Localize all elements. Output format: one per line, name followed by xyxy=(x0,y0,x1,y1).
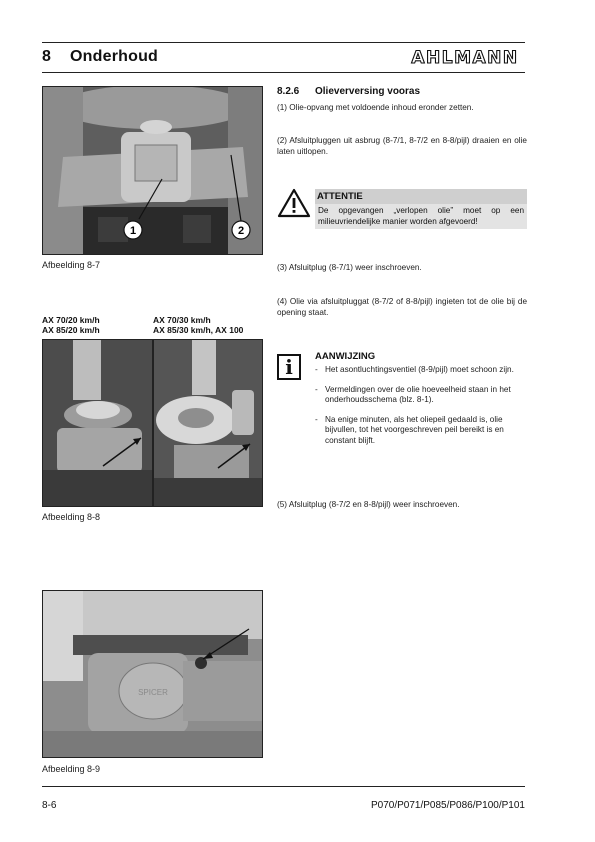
hub-20kmh-illustration xyxy=(43,340,152,506)
figure-8-8-left-photo xyxy=(42,339,153,507)
step-4: (4) Olie via afsluitpluggat (8-7/2 of 8-8/pijl) ingieten tot de olie bij de opening staat. xyxy=(277,297,527,317)
figure-8-9-caption: Afbeelding 8-9 xyxy=(42,764,101,774)
footer-rule xyxy=(42,786,525,787)
section-number: 8.2.6 xyxy=(277,86,300,97)
section-title: Olieverversing vooras xyxy=(315,86,421,97)
axle-breather-illustration xyxy=(43,591,262,757)
callout-1: 1 xyxy=(129,225,137,237)
chapter-title: Onderhoud xyxy=(70,48,159,65)
page-number: 8-6 xyxy=(42,800,57,811)
label-ax70-20: AX 70/20 km/h xyxy=(42,315,100,325)
step-3: (3) Afsluitplug (8-7/1) weer inschroeven. xyxy=(277,263,422,272)
info-icon: i xyxy=(277,354,301,380)
spicer-stamp: SPICER xyxy=(138,688,168,697)
figure-8-8-right-photo xyxy=(153,339,263,507)
section-heading xyxy=(277,86,420,97)
chapter-number: 8 xyxy=(42,48,52,65)
note-item-1: - Het asontluchtingsventiel (8-9/pijl) moet schoon zijn. xyxy=(315,365,525,376)
step-1: (1) Olie-opvang met voldoende inhoud eronder zetten. xyxy=(277,103,474,112)
hub-30kmh-illustration xyxy=(154,340,262,506)
figure-8-7-caption: Afbeelding 8-7 xyxy=(42,260,101,270)
brand-logo xyxy=(403,46,527,68)
figure-8-7-photo xyxy=(42,86,263,255)
brand-logo-text: AHLMANN xyxy=(411,48,519,68)
warning-triangle-icon xyxy=(277,188,311,218)
figure-8-8-left-label xyxy=(42,315,100,335)
step-5: (5) Afsluitplug (8-7/2 en 8-8/pijl) weer inschroeven. xyxy=(277,500,460,509)
model-codes: P070/P071/P085/P086/P100/P101 xyxy=(370,800,525,811)
note-list xyxy=(315,365,525,455)
attention-title: ATTENTIE xyxy=(315,189,527,204)
note-item-3: - Na enige minuten, als het oliepeil gedaald is, olie bijvullen, tot het voorgeschreven peil bereikt is en constant blijft. xyxy=(315,415,525,447)
callout-2: 2 xyxy=(237,225,245,237)
figure-8-8-right-label xyxy=(153,315,243,335)
attention-text: De opgevangen „verlopen olie” moet op een milieuvriendelijke manier worden afgevoerd! xyxy=(315,204,527,229)
label-ax85-30: AX 85/30 km/h, AX 100 xyxy=(153,325,244,335)
label-ax85-20: AX 85/20 km/h xyxy=(42,325,100,335)
header-bottom-rule xyxy=(42,72,525,73)
figure-8-9-photo xyxy=(42,590,263,758)
chapter-heading xyxy=(42,48,158,66)
axle-drain-illustration xyxy=(43,87,262,254)
figure-8-8-caption: Afbeelding 8-8 xyxy=(42,512,101,522)
attention-box xyxy=(277,187,527,232)
note-item-2: - Vermeldingen over de olie hoeveelheid staan in het onderhoudsschema (blz. 8-1). xyxy=(315,385,525,406)
note-title: AANWIJZING xyxy=(315,351,376,362)
label-ax70-30: AX 70/30 km/h xyxy=(153,315,211,325)
header-top-rule xyxy=(42,42,525,43)
step-2: (2) Afsluitpluggen uit asbrug (8-7/1, 8-7/2 en 8-8/pijl) draaien en olie laten uitlopen. xyxy=(277,136,527,156)
